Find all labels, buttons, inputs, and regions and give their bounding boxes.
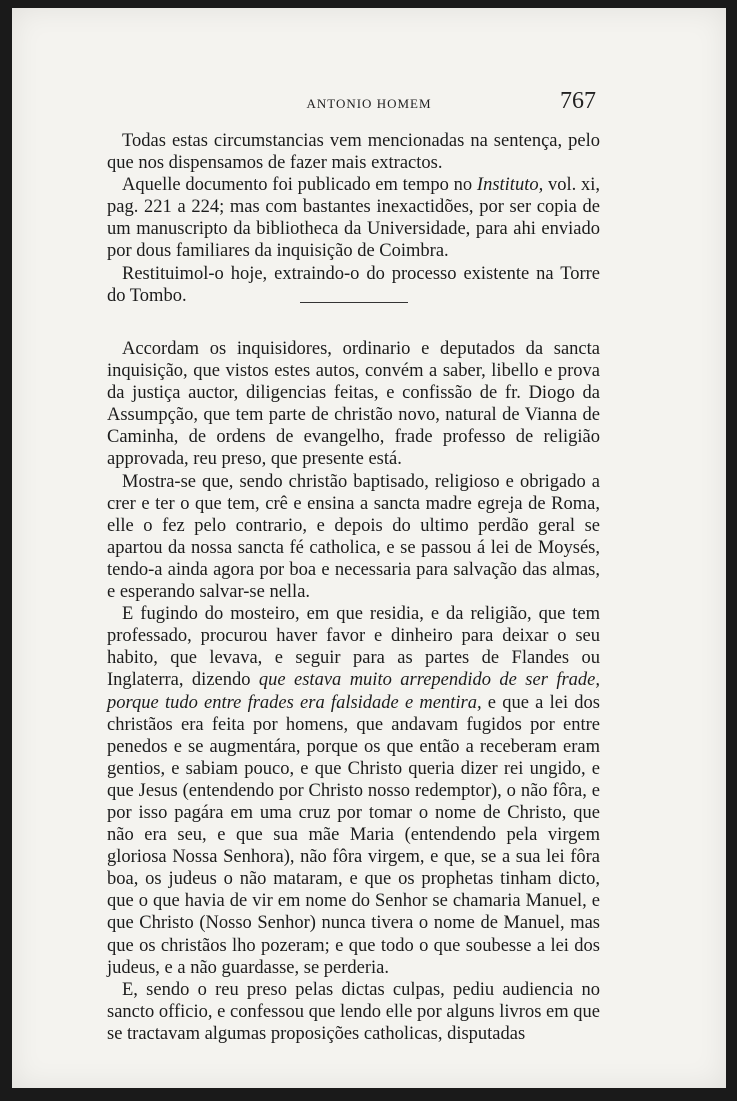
institute-title: Instituto, <box>476 175 544 196</box>
quoted-statement: que estava muito arrependido de ser frade, porque tudo entre frades era falsidade e mentira, <box>107 670 600 713</box>
running-head <box>12 88 726 118</box>
sentence-paragraph-3 <box>107 603 600 979</box>
sentence-p3-text-before: E fugindo do mosteiro, em que residia, e da religião, que tem professado, procurou haver favor e dinheiro para deixar o seu habito, que levava, e seguir para as partes de Flandes ou Inglaterra, dizendo <box>107 604 600 691</box>
page-number: 767 <box>560 88 596 114</box>
book-page <box>12 8 726 1088</box>
running-title: ANTONIO HOMEM <box>306 96 432 111</box>
intro-p2-text-after: vol. xi, pag. 221 a 224; mas com bastantes inexactidões, por ser copia de um manuscripto da bibliotheca da Universidade, para ahi enviado por dous familiares da inquisição de Coimbra. <box>107 175 601 262</box>
intro-section <box>107 130 600 307</box>
sentence-section <box>107 338 600 1045</box>
sentence-paragraph-4: E, sendo o reu preso pelas dictas culpas, pediu audiencia no sancto officio, e confessou que lendo elle por alguns livros em que se tractavam algumas proposições catholicas, disputadas <box>107 979 600 1044</box>
sentence-paragraph-1: Accordam os inquisidores, ordinario e deputados da sancta inquisição, que vistos estes autos, convém a saber, libello e prova da justiça auctor, diligencias feitas, e confissão de fr. Diogo da Assumpção, que tem parte de christão novo, natural de Vianna de Caminha, de ordens de evangelho, frade professo de religião approvada, reu preso, que presente está. <box>107 339 600 470</box>
sentence-paragraph-2: Mostra-se que, sendo christão baptisado, religioso e obrigado a crer e ter o que tem, crê e ensina a sancta madre egreja de Roma, elle o fez pelo contrario, e depois do ultimo perdão geral se apartou da nossa sancta fé catholica, e se passou á lei de Moysés, tendo-a ainda agora por boa e necessaria para salvação das almas, e esperando salvar-se nella. <box>107 471 600 603</box>
intro-paragraph-2 <box>107 174 600 262</box>
section-divider <box>300 302 408 303</box>
intro-paragraph-1: Todas estas circumstancias vem mencionadas na sentença, pelo que nos dispensamos de fazer mais extractos. <box>107 131 600 174</box>
intro-p2-text-before: Aquelle documento foi publicado em tempo no <box>122 175 477 196</box>
sentence-p3-text-after: e que a lei dos christãos era feita por homens, que andavam fugidos por entre penedos e se augmentára, porque os que então a receberam eram gentios, e sabiam pouco, e que Christo queria dizer rei ungido, e que Jesus (entendendo por Christo nosso redemptor), o não fôra, e por isso pagára em uma cruz por tomar o nome de Christo, que não era seu, e que sua mãe Maria (entendendo pela virgem gloriosa Nossa Senhora), não fôra virgem, e que, se a sua lei fôra boa, os judeus o não mataram, e que os prophetas tinham dicto, que o que havia de vir em nome do Senhor se chamaria Manuel, e que Christo (Nosso Senhor) nunca tivera o nome de Manuel, mas que os christãos lho pozeram; e que todo o que soubesse a lei dos judeus, e a não guardasse, se perderia. <box>107 692 600 978</box>
intro-paragraph-3: Restituimol-o hoje, extraindo-o do processo existente na Torre do Tombo. <box>107 263 600 306</box>
